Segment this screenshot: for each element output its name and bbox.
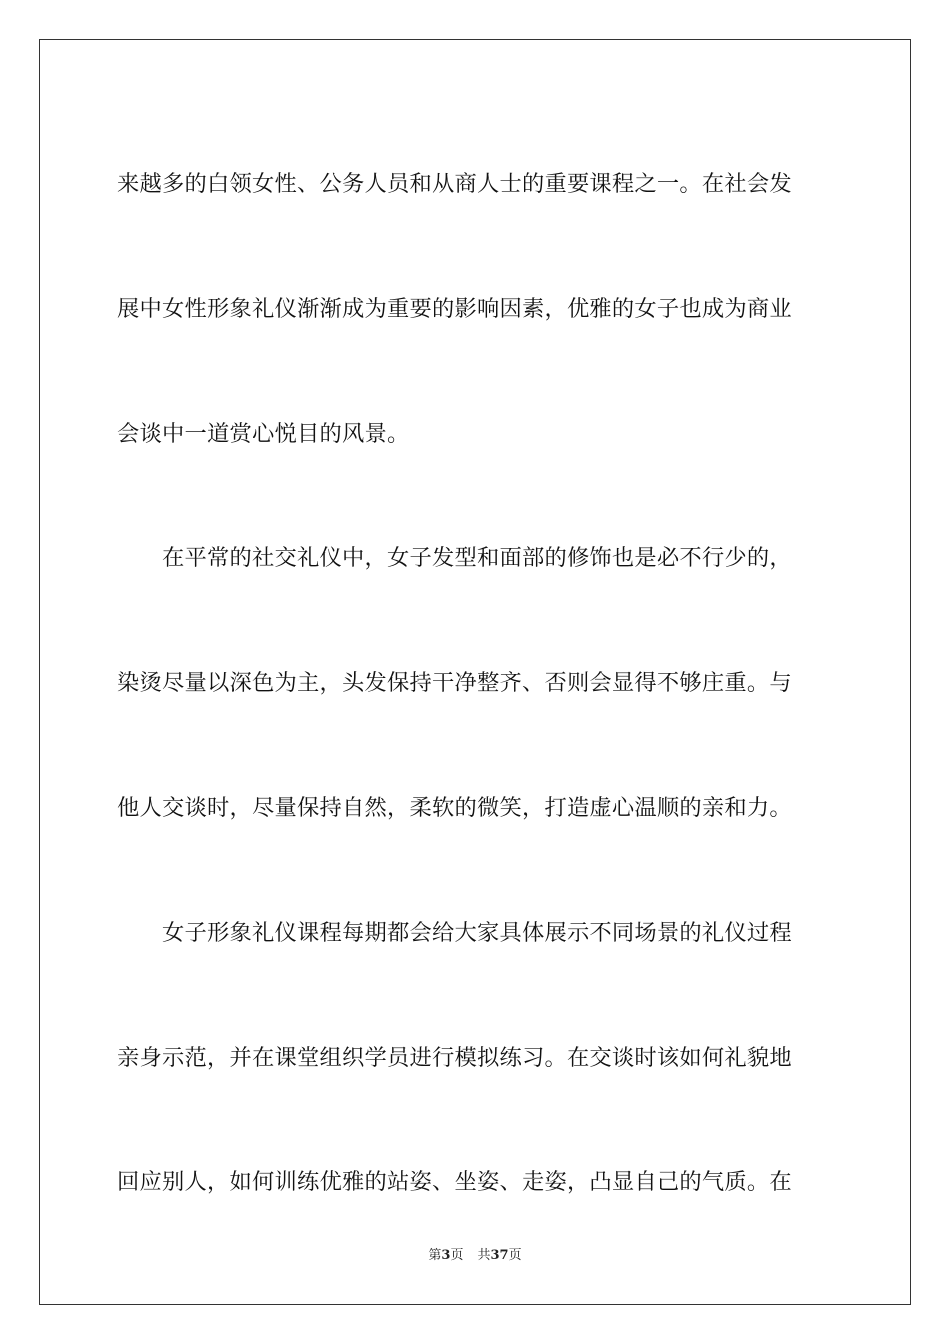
page-prefix: 第 — [428, 1248, 442, 1263]
text-line-6: 他人交谈时，尽量保持自然，柔软的微笑，打造虚心温顺的亲和力。 — [117, 794, 792, 821]
text-line-1: 来越多的白领女性、公务人员和从商人士的重要课程之一。在社会发 — [117, 171, 792, 197]
page-number: 3 — [441, 1248, 451, 1263]
text-line-2: 展中女性形象礼仪渐渐成为重要的影响因素，优雅的女子也成为商业 — [117, 295, 792, 322]
text-line-7: 女子形象礼仪课程每期都会给大家具体展示不同场景的礼仪过程 — [117, 919, 792, 946]
text-line-5: 染烫尽量以深色为主，头发保持干净整齐、否则会显得不够庄重。与 — [117, 670, 792, 697]
text-line-4: 在平常的社交礼仪中，女子发型和面部的修饰也是必不行少的， — [117, 545, 792, 572]
page-footer — [0, 1244, 950, 1263]
text-line-3: 会谈中一道赏心悦目的风景。 — [117, 420, 410, 447]
total-pages: 37 — [490, 1248, 509, 1263]
total-suffix: 页 — [508, 1248, 522, 1263]
document-body — [117, 122, 833, 1245]
total-prefix: 共 — [477, 1248, 491, 1263]
text-line-8: 亲身示范，并在课堂组织学员进行模拟练习。在交谈时该如何礼貌地 — [117, 1044, 792, 1071]
page-suffix: 页 — [450, 1248, 464, 1263]
text-line-9: 回应别人，如何训练优雅的站姿、坐姿、走姿，凸显自己的气质。在 — [117, 1169, 792, 1196]
